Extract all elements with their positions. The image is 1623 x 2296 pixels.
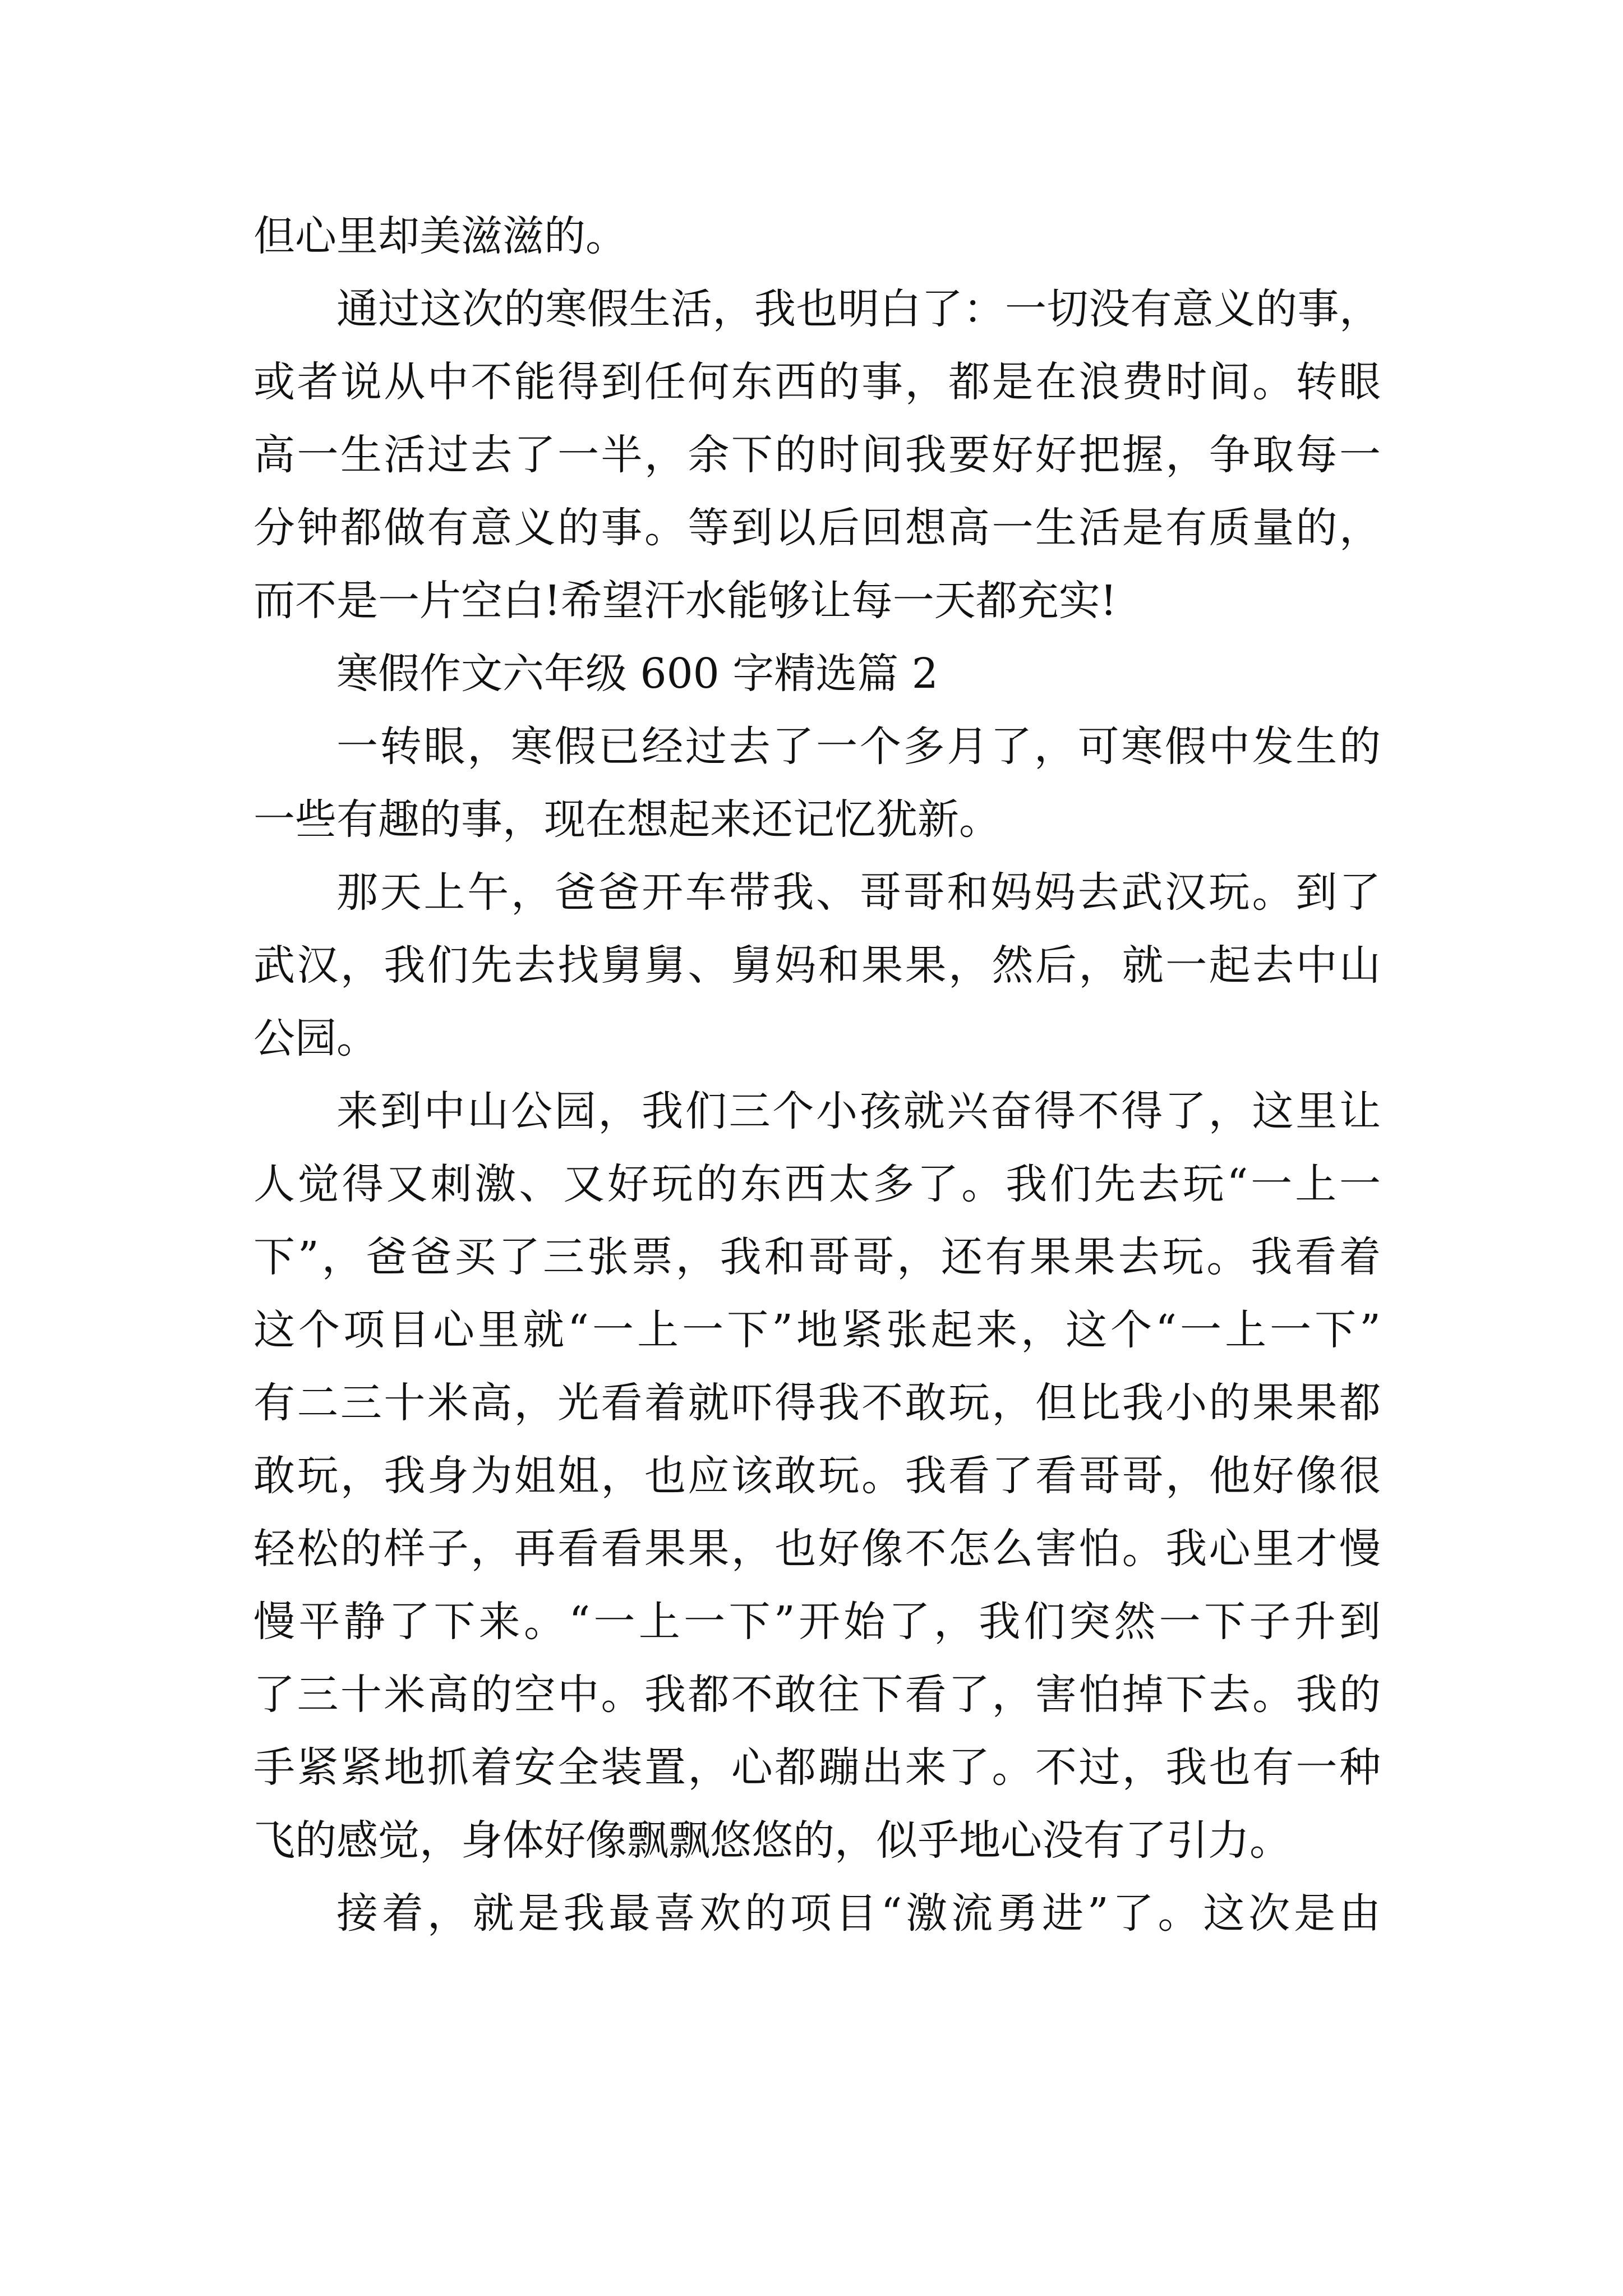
text-line: 来到中山公园，我们三个小孩就兴奋得不得了，这里让 <box>336 1087 1381 1135</box>
text-line: 公园。 <box>253 1014 378 1062</box>
text-line: 这个项目心里就“一上一下”地紧张起来，这个“一上一下” <box>253 1306 1381 1354</box>
text-line: 那天上午，爸爸开车带我、哥哥和妈妈去武汉玩。到了 <box>336 868 1381 917</box>
text-line: 一转眼，寒假已经过去了一个多月了，可寒假中发生的 <box>336 723 1381 771</box>
text-line: 飞的感觉，身体好像飘飘悠悠的，似乎地心没有了引力。 <box>253 1816 1291 1865</box>
text-line: 人觉得又刺激、又好玩的东西太多了。我们先去玩“一上一 <box>253 1160 1381 1208</box>
text-line: 慢平静了下来。“一上一下”开始了，我们突然一下子升到 <box>253 1598 1381 1646</box>
text-line: 下”，爸爸买了三张票，我和哥哥，还有果果去玩。我看着 <box>253 1233 1381 1281</box>
text-line: 高一生活过去了一半，余下的时间我要好好把握，争取每一 <box>253 431 1381 479</box>
text-line: 轻松的样子，再看看果果，也好像不怎么害怕。我心里才慢 <box>253 1525 1381 1573</box>
text-line: 一些有趣的事，现在想起来还记忆犹新。 <box>253 795 1000 844</box>
text-line: 接着，就是我最喜欢的项目“激流勇进”了。这次是由 <box>336 1889 1381 1938</box>
text-line: 分钟都做有意义的事。等到以后回想高一生活是有质量的， <box>253 504 1381 552</box>
section-heading: 寒假作文六年级 600 字精选篇 2 <box>336 650 938 698</box>
text-line: 或者说从中不能得到任何东西的事，都是在浪费时间。转眼 <box>253 358 1381 406</box>
text-line: 手紧紧地抓着安全装置，心都蹦出来了。不过，我也有一种 <box>253 1743 1381 1792</box>
text-line: 敢玩，我身为姐姐，也应该敢玩。我看了看哥哥，他好像很 <box>253 1452 1381 1500</box>
text-line: 了三十米高的空中。我都不敢往下看了，害怕掉下去。我的 <box>253 1671 1381 1719</box>
text-line: 通过这次的寒假生活，我也明白了：一切没有意义的事， <box>336 285 1381 333</box>
text-line: 但心里却美滋滋的。 <box>253 212 627 260</box>
text-line: 武汉，我们先去找舅舅、舅妈和果果，然后，就一起去中山 <box>253 941 1381 990</box>
text-line: 而不是一片空白!希望汗水能够让每一天都充实! <box>253 577 1117 625</box>
text-line: 有二三十米高，光看着就吓得我不敢玩，但比我小的果果都 <box>253 1379 1381 1427</box>
document-body <box>253 200 1381 1950</box>
